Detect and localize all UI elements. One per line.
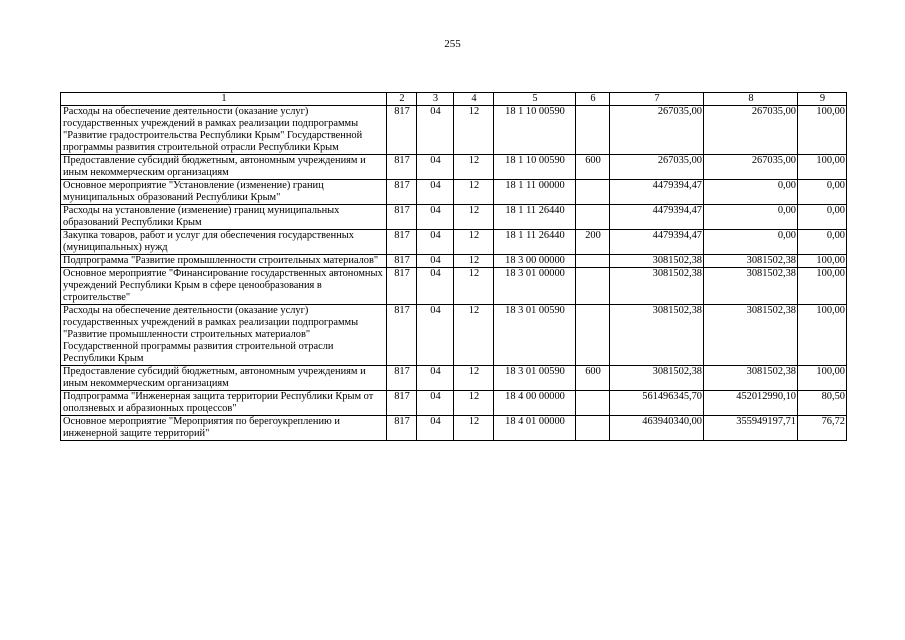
cell-executed-amount: 267035,00 <box>704 106 798 155</box>
cell-expense-type: 600 <box>576 155 610 180</box>
column-header: 9 <box>798 93 847 106</box>
table-row <box>61 416 847 441</box>
cell-target-article: 18 1 11 26440 <box>494 205 576 230</box>
cell-subsection: 12 <box>454 255 494 268</box>
cell-planned-amount: 3081502,38 <box>610 268 704 305</box>
cell-subsection: 12 <box>454 366 494 391</box>
cell-ministry-code: 817 <box>387 366 417 391</box>
cell-expense-type: 600 <box>576 366 610 391</box>
row-name: Расходы на обеспечение деятельности (оказание услуг) государственных учреждений в рамках реализации подпрограммы "Развитие промышленности строительных материалов" Государственной программы развития строительной отрасли Республики Крым <box>61 305 387 366</box>
cell-target-article: 18 1 10 00590 <box>494 155 576 180</box>
cell-expense-type <box>576 255 610 268</box>
row-name: Подпрограмма "Развитие промышленности строительных материалов" <box>61 255 387 268</box>
row-name: Основное мероприятие "Установление (изменение) границ муниципальных образований Республики Крым" <box>61 180 387 205</box>
cell-executed-amount: 3081502,38 <box>704 305 798 366</box>
cell-percent: 100,00 <box>798 255 847 268</box>
cell-planned-amount: 4479394,47 <box>610 180 704 205</box>
cell-subsection: 12 <box>454 230 494 255</box>
cell-subsection: 12 <box>454 391 494 416</box>
column-header: 8 <box>704 93 798 106</box>
cell-subsection: 12 <box>454 305 494 366</box>
column-header: 1 <box>61 93 387 106</box>
row-name: Закупка товаров, работ и услуг для обеспечения государственных (муниципальных) нужд <box>61 230 387 255</box>
cell-planned-amount: 3081502,38 <box>610 305 704 366</box>
cell-section: 04 <box>417 268 454 305</box>
cell-subsection: 12 <box>454 106 494 155</box>
row-name: Основное мероприятие "Мероприятия по берегоукреплению и инженерной защите территорий" <box>61 416 387 441</box>
cell-expense-type <box>576 106 610 155</box>
cell-section: 04 <box>417 205 454 230</box>
cell-executed-amount: 3081502,38 <box>704 268 798 305</box>
cell-percent: 100,00 <box>798 106 847 155</box>
cell-section: 04 <box>417 230 454 255</box>
table-row <box>61 268 847 305</box>
table-row <box>61 205 847 230</box>
cell-section: 04 <box>417 391 454 416</box>
cell-ministry-code: 817 <box>387 305 417 366</box>
cell-section: 04 <box>417 305 454 366</box>
row-name: Подпрограмма "Инженерная защита территории Республики Крым от оползневых и абразионных процессов" <box>61 391 387 416</box>
cell-subsection: 12 <box>454 155 494 180</box>
table-row <box>61 180 847 205</box>
cell-subsection: 12 <box>454 205 494 230</box>
cell-section: 04 <box>417 366 454 391</box>
budget-table <box>60 92 847 441</box>
cell-executed-amount: 0,00 <box>704 205 798 230</box>
page-number: 255 <box>444 38 461 50</box>
cell-ministry-code: 817 <box>387 416 417 441</box>
column-header: 5 <box>494 93 576 106</box>
cell-expense-type: 200 <box>576 230 610 255</box>
cell-percent: 100,00 <box>798 305 847 366</box>
cell-section: 04 <box>417 155 454 180</box>
row-name: Расходы на обеспечение деятельности (оказание услуг) государственных учреждений в рамках реализации подпрограммы "Развитие градостроительства Республики Крым" Государственной программы развития строительной отрасли Республики Крым <box>61 106 387 155</box>
cell-executed-amount: 267035,00 <box>704 155 798 180</box>
column-header: 4 <box>454 93 494 106</box>
cell-percent: 100,00 <box>798 155 847 180</box>
column-header: 2 <box>387 93 417 106</box>
cell-ministry-code: 817 <box>387 106 417 155</box>
cell-ministry-code: 817 <box>387 255 417 268</box>
cell-section: 04 <box>417 180 454 205</box>
cell-ministry-code: 817 <box>387 230 417 255</box>
cell-executed-amount: 355949197,71 <box>704 416 798 441</box>
cell-ministry-code: 817 <box>387 268 417 305</box>
row-name: Предоставление субсидий бюджетным, автономным учреждениям и иным некоммерческим организациям <box>61 366 387 391</box>
table-row <box>61 106 847 155</box>
cell-section: 04 <box>417 255 454 268</box>
cell-section: 04 <box>417 416 454 441</box>
cell-target-article: 18 1 10 00590 <box>494 106 576 155</box>
cell-percent: 100,00 <box>798 366 847 391</box>
cell-percent: 0,00 <box>798 230 847 255</box>
cell-ministry-code: 817 <box>387 155 417 180</box>
cell-subsection: 12 <box>454 268 494 305</box>
table-row <box>61 155 847 180</box>
cell-planned-amount: 4479394,47 <box>610 205 704 230</box>
table-row <box>61 230 847 255</box>
cell-expense-type <box>576 180 610 205</box>
cell-percent: 0,00 <box>798 205 847 230</box>
cell-ministry-code: 817 <box>387 180 417 205</box>
cell-percent: 76,72 <box>798 416 847 441</box>
table-row <box>61 305 847 366</box>
cell-target-article: 18 3 01 00590 <box>494 366 576 391</box>
cell-percent: 0,00 <box>798 180 847 205</box>
cell-target-article: 18 3 00 00000 <box>494 255 576 268</box>
table-row <box>61 255 847 268</box>
cell-target-article: 18 3 01 00000 <box>494 268 576 305</box>
cell-percent: 80,50 <box>798 391 847 416</box>
row-name: Основное мероприятие "Финансирование государственных автономных учреждений Республики Крым в сфере ценообразования в строительстве" <box>61 268 387 305</box>
row-name: Расходы на установление (изменение) границ муниципальных образований Республики Крым <box>61 205 387 230</box>
cell-executed-amount: 0,00 <box>704 230 798 255</box>
cell-expense-type <box>576 268 610 305</box>
row-name: Предоставление субсидий бюджетным, автономным учреждениям и иным некоммерческим организациям <box>61 155 387 180</box>
cell-target-article: 18 1 11 00000 <box>494 180 576 205</box>
table-row <box>61 391 847 416</box>
cell-subsection: 12 <box>454 416 494 441</box>
column-header: 3 <box>417 93 454 106</box>
cell-planned-amount: 3081502,38 <box>610 366 704 391</box>
cell-target-article: 18 1 11 26440 <box>494 230 576 255</box>
cell-executed-amount: 0,00 <box>704 180 798 205</box>
cell-expense-type <box>576 305 610 366</box>
cell-planned-amount: 267035,00 <box>610 106 704 155</box>
cell-section: 04 <box>417 106 454 155</box>
cell-expense-type <box>576 205 610 230</box>
cell-expense-type <box>576 416 610 441</box>
header-row <box>61 93 847 106</box>
cell-planned-amount: 4479394,47 <box>610 230 704 255</box>
table-row <box>61 366 847 391</box>
cell-ministry-code: 817 <box>387 205 417 230</box>
column-header: 7 <box>610 93 704 106</box>
cell-executed-amount: 3081502,38 <box>704 255 798 268</box>
cell-planned-amount: 463940340,00 <box>610 416 704 441</box>
cell-subsection: 12 <box>454 180 494 205</box>
cell-target-article: 18 4 01 00000 <box>494 416 576 441</box>
cell-planned-amount: 3081502,38 <box>610 255 704 268</box>
cell-target-article: 18 3 01 00590 <box>494 305 576 366</box>
cell-executed-amount: 452012990,10 <box>704 391 798 416</box>
cell-executed-amount: 3081502,38 <box>704 366 798 391</box>
cell-planned-amount: 267035,00 <box>610 155 704 180</box>
cell-target-article: 18 4 00 00000 <box>494 391 576 416</box>
cell-percent: 100,00 <box>798 268 847 305</box>
column-header: 6 <box>576 93 610 106</box>
cell-planned-amount: 561496345,70 <box>610 391 704 416</box>
cell-expense-type <box>576 391 610 416</box>
cell-ministry-code: 817 <box>387 391 417 416</box>
